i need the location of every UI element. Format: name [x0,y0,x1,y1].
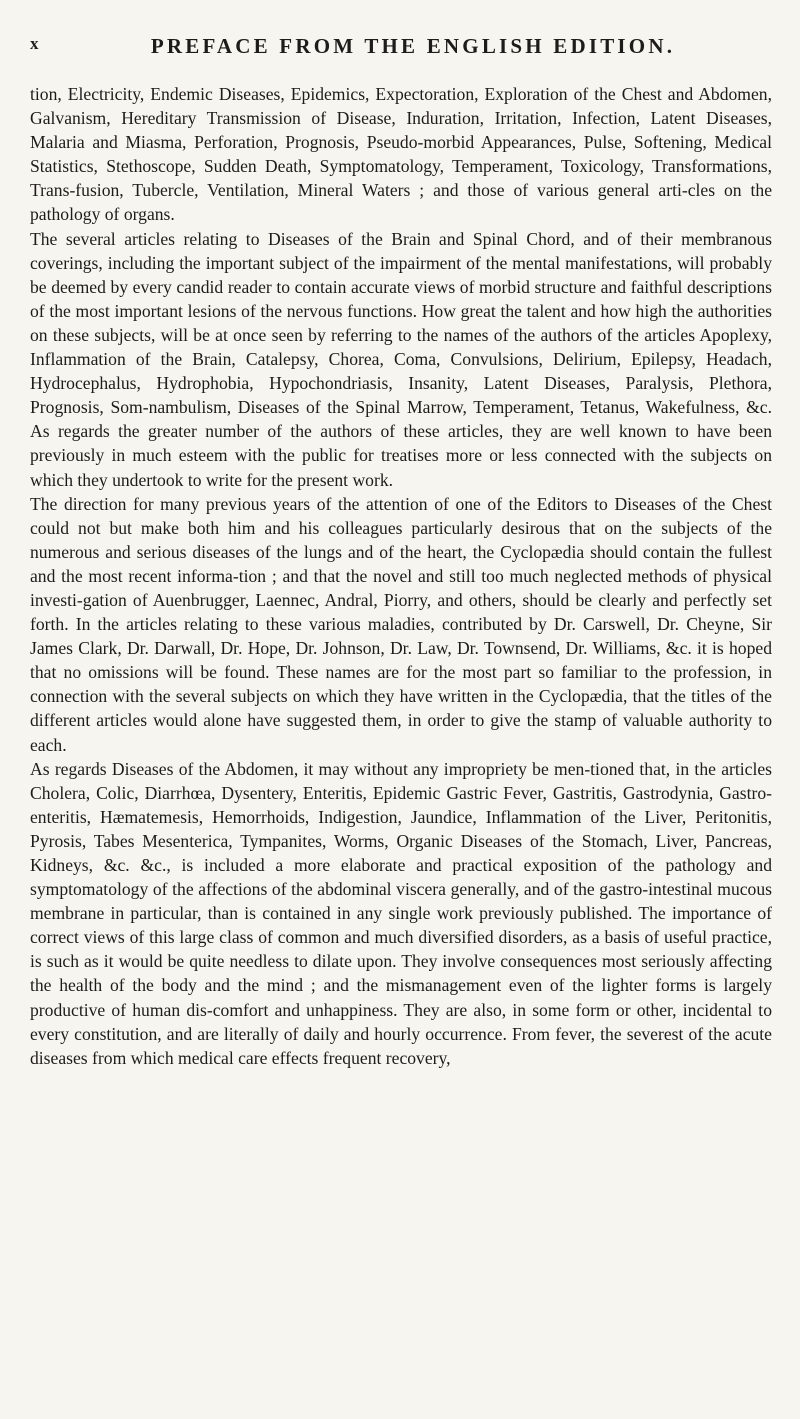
paragraph-2: The several articles relating to Diseases of the Brain and Spinal Chord, and of their membranous coverings, including the important subject of the impairment of the mental manifestations, will probably be deemed by every candid reader to contain accurate views of morbid structure and faithful descriptions of the most important lesions of the nervous functions. How great the talent and how high the authorities on these subjects, will be at once seen by referring to the names of the authors of the articles Apoplexy, Inflammation of the Brain, Catalepsy, Chorea, Coma, Convulsions, Delirium, Epilepsy, Headach, Hydrocephalus, Hydrophobia, Hypochondriasis, Insanity, Latent Diseases, Paralysis, Plethora, Prognosis, Som-nambulism, Diseases of the Spinal Marrow, Temperament, Tetanus, Wakefulness, &c. As regards the greater number of the authors of these articles, they are well known to have been previously in much esteem with the public for treatises more or less connected with the subjects on which they undertook to write for the present work. [30,228,772,490]
page-number: x [30,34,39,53]
body-text [30,82,772,1070]
running-header [30,34,772,74]
book-page [30,0,772,1419]
paragraph-3: The direction for many previous years of the attention of one of the Editors to Diseases of the Chest could not but make both him and his colleagues particularly desirous that on the subjects of the numerous and serious diseases of the lungs and of the heart, the Cyclopædia should contain the fullest and the most recent informa-tion ; and that the novel and still too much neglected methods of physical investi-gation of Auenbrugger, Laennec, Andral, Piorry, and others, should be clearly and perfectly set forth. In the articles relating to these various maladies, contributed by Dr. Carswell, Dr. Cheyne, Sir James Clark, Dr. Darwall, Dr. Hope, Dr. Johnson, Dr. Law, Dr. Townsend, Dr. Williams, &c. it is hoped that no omissions will be found. These names are for the most part so familiar to the profession, in connection with the several subjects on which they have written in the Cyclopædia, that the titles of the different articles would alone have suggested them, in order to give the stamp of valuable authority to each. [30,493,772,755]
paragraph-4: As regards Diseases of the Abdomen, it may without any impropriety be men-tioned that, in the articles Cholera, Colic, Diarrhœa, Dysentery, Enteritis, Epidemic Gastric Fever, Gastritis, Gastrodynia, Gastro-enteritis, Hæmatemesis, Hemorrhoids, Indigestion, Jaundice, Inflammation of the Liver, Peritonitis, Pyrosis, Tabes Mesenterica, Tympanites, Worms, Organic Diseases of the Stomach, Liver, Pancreas, Kidneys, &c. &c., is included a more elaborate and practical exposition of the pathology and symptomatology of the affections of the abdominal viscera generally, and of the gastro-intestinal mucous membrane in particular, than is contained in any single work previously published. The importance of correct views of this large class of common and much diversified disorders, as a basis of useful practice, is such as it would be quite needless to dilate upon. They involve consequences most seriously affecting the health of the body and the mind ; and the mismanagement even of the lighter forms is largely productive of human dis-comfort and unhappiness. They are also, in some form or other, incidental to every constitution, and are literally of daily and hourly occurrence. From fever, the severest of the acute diseases from which medical care effects frequent recovery, [30,758,772,1068]
page-title: PREFACE FROM THE ENGLISH EDITION. [150,34,676,58]
paragraph-1: tion, Electricity, Endemic Diseases, Epidemics, Expectoration, Exploration of the Chest and Abdomen, Galvanism, Hereditary Transmission of Disease, Induration, Irritation, Infection, Latent Diseases, Malaria and Miasma, Perforation, Prognosis, Pseudo-morbid Appearances, Pulse, Softening, Medical Statistics, Stethoscope, Sudden Death, Symptomatology, Temperament, Toxicology, Transformations, Trans-fusion, Tubercle, Ventilation, Mineral Waters ; and those of various general arti-cles on the pathology of organs. [30,84,772,225]
